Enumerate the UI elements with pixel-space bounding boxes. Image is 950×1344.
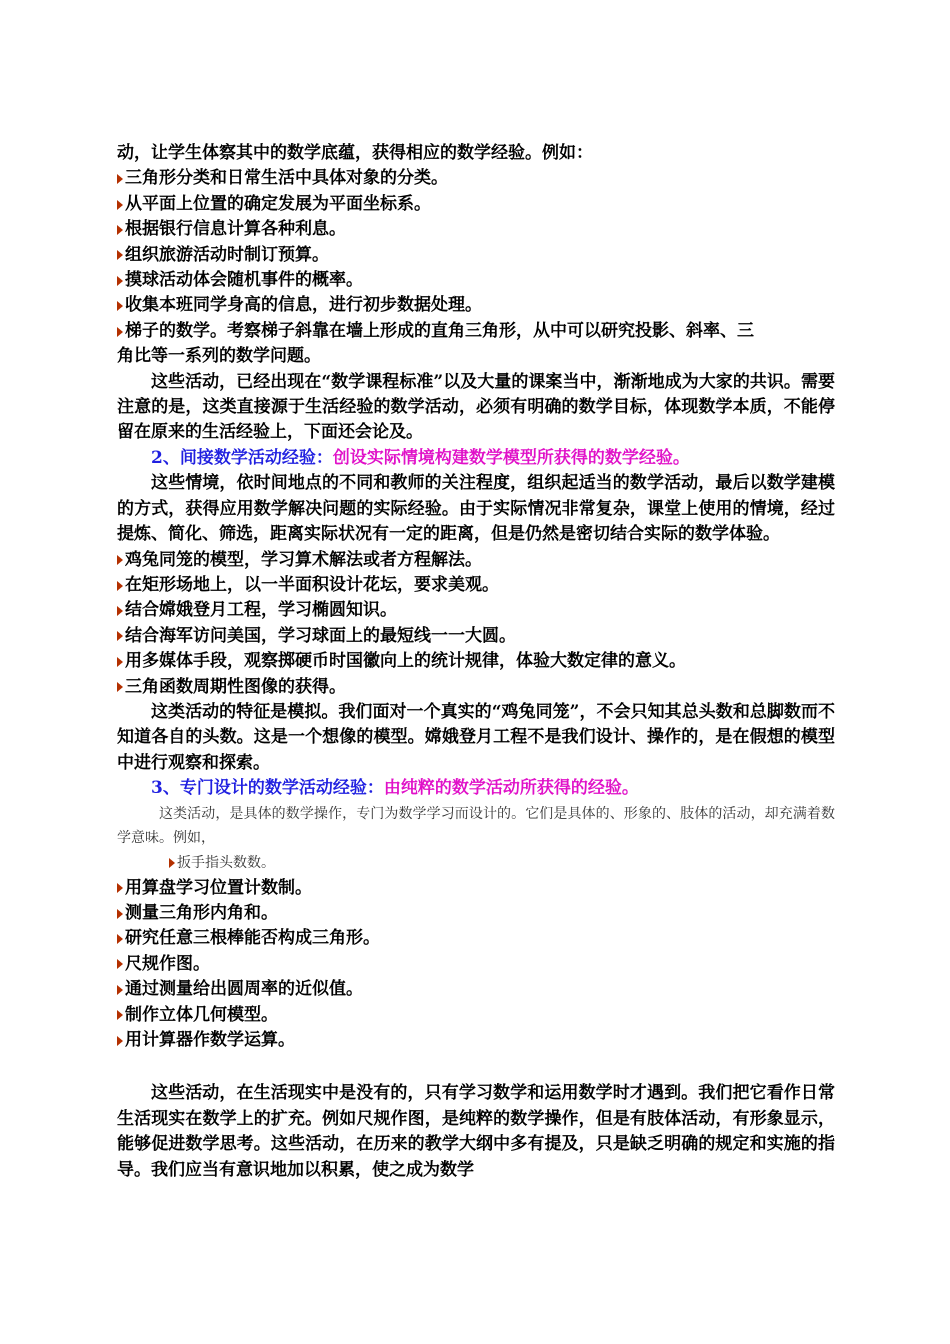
list-model-activities (117, 548, 835, 700)
bullet-triangle-icon (117, 909, 123, 919)
bullet-triangle-icon (117, 959, 123, 969)
bullet-triangle-icon (117, 606, 123, 616)
bullet-triangle-icon (117, 225, 123, 235)
bullet-triangle-icon (117, 1036, 123, 1046)
bullet-triangle-icon (117, 934, 123, 944)
list-item: 用计算器作数学运算。 (117, 1028, 835, 1053)
list-item: 摸球活动体会随机事件的概率。 (117, 268, 835, 293)
bullet-triangle-icon (117, 174, 123, 184)
list-item: 结合海军访问美国，学习球面上的最短线一一大圆。 (117, 624, 835, 649)
paragraph-special-activities: 这类活动，是具体的数学操作，专门为数学学习而设计的。它们是具体的、形象的、肢体的活动，却充满着数学意味。例如， (117, 805, 835, 846)
list-item: 三角函数周期性图像的获得。 (117, 675, 835, 700)
list-item: 三角形分类和日常生活中具体对象的分类。 (117, 166, 835, 191)
list-item: 梯子的数学。考察梯子斜靠在墙上形成的直角三角形，从中可以研究投影、斜率、三 (117, 319, 835, 344)
intro-line: 动，让学生体察其中的数学底蕴，获得相应的数学经验。例如： (117, 143, 593, 163)
bullet-triangle-icon (117, 985, 123, 995)
bullet-triangle-icon (117, 327, 123, 337)
list-item: 收集本班同学身高的信息，进行初步数据处理。 (117, 293, 835, 318)
list-item: 在矩形场地上，以一半面积设计花坛，要求美观。 (117, 573, 835, 598)
list-pure-activities (117, 876, 835, 1054)
list-item: 用算盘学习位置计数制。 (117, 876, 835, 901)
list-item: 鸡兔同笼的模型，学习算术解法或者方程解法。 (117, 548, 835, 573)
document-body (117, 141, 835, 1183)
list-item: 制作立体几何模型。 (117, 1003, 835, 1028)
bullet-triangle-icon (117, 301, 123, 311)
list-life-activities (117, 166, 835, 369)
list-item: 根据银行信息计算各种利息。 (117, 217, 835, 242)
bullet-triangle-icon (117, 1010, 123, 1020)
list-item: 组织旅游活动时制订预算。 (117, 243, 835, 268)
bullet-triangle-icon (117, 682, 123, 692)
paragraph-extension: 这些活动，在生活现实中是没有的，只有学习数学和运用数学时才遇到。我们把它看作日常生活现实在数学上的扩充。例如尺规作图，是纯粹的数学操作，但是有肢体活动，有形象显示，能够促进数学思考。这些活动，在历来的教学大纲中多有提及，只是缺乏明确的规定和实施的指导。我们应当有意识地加以积累，使之成为数学 (117, 1083, 835, 1180)
paragraph-simulation: 这类活动的特征是模拟。我们面对一个真实的“鸡兔同笼”，不会只知其总头数和总脚数而不知道各自的头数。这是一个想像的模型。嫦娥登月工程不是我们设计、操作的，是在假想的模型中进行观察和探索。 (117, 701, 835, 773)
list-item: 用多媒体手段，观察掷硬币时国徽向上的统计规律，体验大数定律的意义。 (117, 649, 835, 674)
list-item-small: 扳手指头数数。 (169, 850, 835, 876)
list-item: 从平面上位置的确定发展为平面坐标系。 (117, 192, 835, 217)
bullet-triangle-icon (117, 883, 123, 893)
section-heading-2: 2、间接数学活动经验：创设实际情境构建数学模型所获得的数学经验。 (151, 447, 690, 468)
list-item: 结合嫦娥登月工程，学习椭圆知识。 (117, 598, 835, 623)
bullet-triangle-icon (117, 250, 123, 260)
bullet-triangle-icon (117, 555, 123, 565)
bullet-triangle-icon (117, 581, 123, 591)
section-heading-3: 3、专门设计的数学活动经验：由纯粹的数学活动所获得的经验。 (151, 778, 639, 799)
list-item: 通过测量给出圆周率的近似值。 (117, 977, 835, 1002)
paragraph-situations: 这些情境，依时间地点的不同和教师的关注程度，组织起适当的数学活动，最后以数学建模的方式，获得应用数学解决问题的实际经验。由于实际情况非常复杂，课堂上使用的情境，经过提炼、简化、筛选，距离实际状况有一定的距离，但是仍然是密切结合实际的数学体验。 (117, 473, 835, 545)
paragraph-consensus: 这些活动，已经出现在“数学课程标准”以及大量的课案当中，渐渐地成为大家的共识。需要注意的是，这类直接源于生活经验的数学活动，必须有明确的数学目标，体现数学本质，不能停留在原来的生活经验上，下面还会论及。 (117, 371, 835, 443)
list-item-continuation: 角比等一系列的数学问题。 (117, 346, 321, 367)
bullet-triangle-icon (117, 631, 123, 641)
bullet-triangle-icon (169, 858, 175, 868)
list-item: 测量三角形内角和。 (117, 901, 835, 926)
list-item: 研究任意三根棒能否构成三角形。 (117, 926, 835, 951)
blank-line (117, 1053, 835, 1081)
bullet-triangle-icon (117, 657, 123, 667)
bullet-triangle-icon (117, 200, 123, 210)
bullet-triangle-icon (117, 276, 123, 286)
list-item: 尺规作图。 (117, 952, 835, 977)
